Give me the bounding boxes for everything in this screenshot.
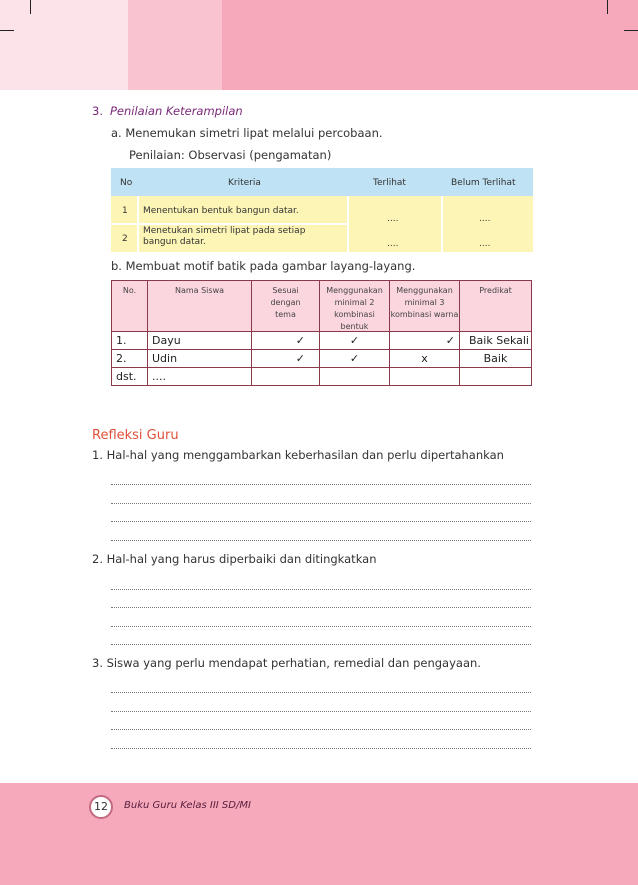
row-2-belum-terlihat: .... xyxy=(479,239,491,249)
criteria-table xyxy=(111,168,533,252)
row-check-warna: ✓ xyxy=(390,332,460,349)
row-predikat: Baik Sekali xyxy=(469,334,529,347)
answer-line[interactable] xyxy=(111,729,531,730)
item-a: a. Menemukan simetri lipat melalui percobaan. xyxy=(111,126,383,140)
row-2-terlihat: .... xyxy=(387,239,399,249)
row-check-tema: ✓ xyxy=(252,350,320,367)
header-kombinasi-warna: Menggunakan minimal 3 kombinasi warna xyxy=(390,281,460,333)
answer-line[interactable] xyxy=(111,521,531,522)
header-nama-siswa: Nama Siswa xyxy=(148,281,252,333)
row-name: Dayu xyxy=(148,332,252,349)
row-2-criteria: Menetukan simetri lipat pada setiap bangun datar. xyxy=(143,226,306,247)
column-divider xyxy=(347,196,349,252)
answer-line[interactable] xyxy=(111,540,531,541)
table-row xyxy=(111,368,532,386)
crop-mark xyxy=(607,0,608,14)
header-block-light xyxy=(0,0,128,90)
answer-line[interactable] xyxy=(111,589,531,590)
table-row xyxy=(111,332,532,350)
crop-mark xyxy=(30,0,31,14)
criteria-table-header xyxy=(111,168,533,196)
answer-line[interactable] xyxy=(111,711,531,712)
row-predikat xyxy=(460,368,531,385)
header-sesuai-tema: Sesuai dengan tema xyxy=(252,281,320,333)
header-block-pink xyxy=(222,0,638,90)
row-check-bentuk: ✓ xyxy=(320,350,390,367)
row-name: Udin xyxy=(148,350,252,367)
section-heading xyxy=(92,104,243,118)
row-no: 2. xyxy=(112,350,148,367)
header-belum-terlihat: Belum Terlihat xyxy=(451,178,516,188)
header-terlihat: Terlihat xyxy=(373,178,406,188)
crop-mark xyxy=(624,30,638,31)
header-no: No. xyxy=(112,281,148,333)
section-title: Penilaian Keterampilan xyxy=(109,104,243,118)
table-row xyxy=(111,350,532,368)
answer-line[interactable] xyxy=(111,607,531,608)
row-predikat: Baik xyxy=(483,352,508,365)
book-title: Buku Guru Kelas III SD/MI xyxy=(124,800,251,811)
assessment-method: Penilaian: Observasi (pengamatan) xyxy=(129,148,332,162)
row-1-criteria: Menentukan bentuk bangun datar. xyxy=(143,206,299,216)
answer-line[interactable] xyxy=(111,748,531,749)
criteria-table-body xyxy=(111,196,533,252)
answer-line[interactable] xyxy=(111,692,531,693)
page-number: 12 xyxy=(89,795,113,819)
answer-line[interactable] xyxy=(111,626,531,627)
question-2: 2. Hal-hal yang harus diperbaiki dan ditingkatkan xyxy=(92,552,377,566)
column-divider xyxy=(441,196,443,252)
section-number: 3. xyxy=(92,104,103,118)
student-table-header xyxy=(111,280,532,332)
row-check-warna xyxy=(390,368,460,385)
row-1-no: 1 xyxy=(122,206,128,216)
row-check-tema xyxy=(252,368,320,385)
row-check-bentuk xyxy=(320,368,390,385)
answer-line[interactable] xyxy=(111,484,531,485)
header-predikat: Predikat xyxy=(479,286,512,295)
header-kriteria: Kriteria xyxy=(228,178,261,188)
row-no: dst. xyxy=(112,368,148,385)
header-kombinasi-bentuk: Menggunakan minimal 2 kombinasi bentuk xyxy=(320,281,390,333)
row-1-belum-terlihat: .... xyxy=(479,214,491,224)
refleksi-title: Refleksi Guru xyxy=(92,428,179,443)
row-check-bentuk: ✓ xyxy=(320,332,390,349)
question-1: 1. Hal-hal yang menggambarkan keberhasilan dan perlu dipertahankan xyxy=(92,448,504,462)
row-name: .... xyxy=(148,368,252,385)
crop-mark xyxy=(0,30,14,31)
row-no: 1. xyxy=(112,332,148,349)
item-b: b. Membuat motif batik pada gambar layang-layang. xyxy=(111,259,416,273)
header-block-mid xyxy=(128,0,222,90)
row-check-warna: x xyxy=(390,350,460,367)
answer-line[interactable] xyxy=(111,503,531,504)
row-check-tema: ✓ xyxy=(252,332,320,349)
row-divider xyxy=(111,223,347,225)
answer-line[interactable] xyxy=(111,644,531,645)
row-1-terlihat: .... xyxy=(387,214,399,224)
header-no: No xyxy=(120,178,133,188)
question-3: 3. Siswa yang perlu mendapat perhatian, remedial dan pengayaan. xyxy=(92,656,481,670)
row-2-no: 2 xyxy=(122,234,128,244)
